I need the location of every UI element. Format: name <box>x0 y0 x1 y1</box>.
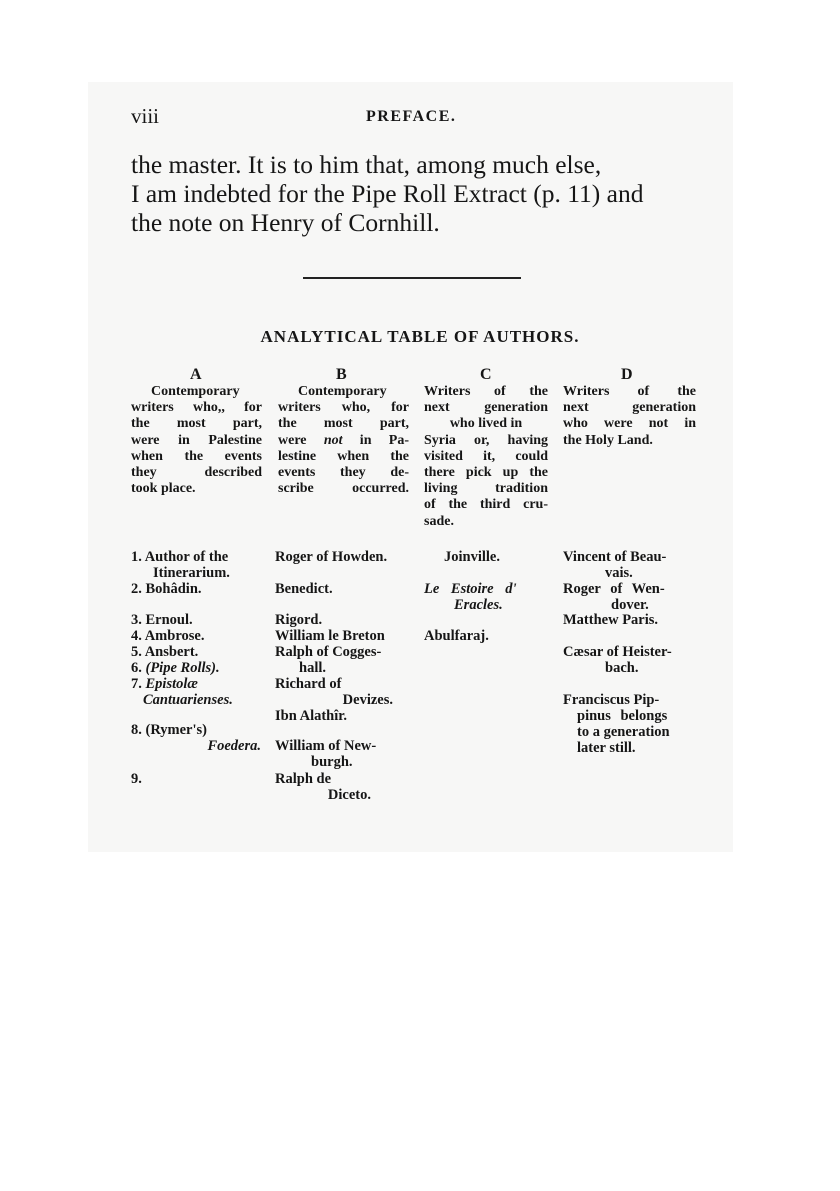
entry-text: bach. <box>605 660 639 676</box>
entry-text: William le Breton <box>275 628 385 644</box>
desc-line: the Holy Land. <box>563 432 653 448</box>
entry-text: burgh. <box>311 754 353 770</box>
entry-text: to a generation <box>577 724 670 740</box>
entry-text: Roger of Howden. <box>275 549 388 565</box>
author-entry-d2 <box>563 581 696 613</box>
column-letter-b: B <box>336 366 347 383</box>
column-d-description <box>563 384 696 449</box>
author-entry-b5 <box>275 644 405 676</box>
column-b-description <box>278 384 409 497</box>
author-entry-a4 <box>131 628 204 644</box>
entry-text: Foedera. <box>207 738 261 754</box>
entry-text: Diceto. <box>327 787 371 803</box>
author-entry-b4 <box>275 628 385 644</box>
author-entry-b1 <box>275 549 387 565</box>
entry-text: Ernoul. <box>145 612 193 628</box>
author-entry-d1 <box>563 549 696 581</box>
author-entry-a2 <box>131 581 202 597</box>
section-divider <box>303 277 521 279</box>
column-a-description <box>131 384 262 497</box>
desc-line: writers who, for <box>278 400 409 416</box>
desc-line: of the third cru- <box>424 497 548 513</box>
entry-text: Bohâdin. <box>145 581 202 597</box>
desc-line: Contemporary <box>298 384 387 399</box>
entry-text: Devizes. <box>342 692 393 708</box>
entry-number: 3. <box>131 612 142 628</box>
author-entry-c2 <box>424 581 546 613</box>
desc-line <box>278 433 409 449</box>
emphasis-text: not <box>323 432 343 448</box>
entry-text: Eracles. <box>454 597 503 613</box>
desc-line: who lived in <box>449 416 523 432</box>
entry-number: 2. <box>131 581 142 597</box>
author-entry-a3 <box>131 612 193 628</box>
entry-text: Franciscus Pip- <box>563 692 660 708</box>
entry-text: Ambrose. <box>144 628 205 644</box>
table-title: ANALYTICAL TABLE OF AUTHORS. <box>260 327 580 346</box>
author-entry-b6 <box>275 676 393 708</box>
entry-text: Epistolæ <box>145 676 198 692</box>
entry-text: William of New- <box>275 738 377 754</box>
column-letter-a: A <box>190 366 202 383</box>
entry-text: Ibn Alathîr. <box>275 708 347 724</box>
author-entry-b8 <box>275 738 405 770</box>
desc-line: who were not in <box>563 416 696 432</box>
author-entry-c1 <box>444 549 500 565</box>
column-letter-c: C <box>480 366 492 383</box>
entry-text: hall. <box>299 660 326 676</box>
entry-text: Ansbert. <box>144 644 199 660</box>
desc-line: they described <box>131 465 262 481</box>
page-number: viii <box>131 104 160 128</box>
desc-line: living tradition <box>424 481 548 497</box>
entry-text: later still. <box>577 740 636 756</box>
entry-text: Le Estoire d' <box>424 581 517 597</box>
entry-text: Roger of Wen- <box>563 581 665 597</box>
body-line: I am indebted for the Pipe Roll Extract (p. 11) and <box>131 179 644 208</box>
desc-line: writers who,, for <box>131 400 262 416</box>
desc-line: next generation <box>563 400 696 416</box>
entry-text: Ralph de <box>275 771 332 787</box>
author-entry-b9 <box>275 771 371 803</box>
entry-text: (Rymer's) <box>145 722 207 738</box>
entry-number: 5. <box>131 644 142 660</box>
entry-text: Matthew Paris. <box>563 612 659 628</box>
entry-text: Itinerarium. <box>153 565 230 581</box>
entry-number: 7. <box>131 676 142 692</box>
desc-line: the most part, <box>278 416 409 432</box>
desc-line: lestine when the <box>278 448 409 464</box>
desc-line: when the events <box>131 448 262 464</box>
desc-line: events they de- <box>278 465 409 481</box>
author-entry-b2 <box>275 581 333 597</box>
author-entry-a6 <box>131 660 220 676</box>
entry-number: 4. <box>131 628 142 644</box>
entry-text: (Pipe Rolls). <box>145 660 220 676</box>
desc-line: sade. <box>424 513 454 529</box>
entry-text: Cantuarienses. <box>143 692 233 708</box>
desc-line: scribe occurred. <box>278 481 409 497</box>
desc-line: took place. <box>131 481 196 497</box>
desc-line: there pick up the <box>424 465 548 481</box>
entry-number: 6. <box>131 660 142 676</box>
desc-line: Writers of the <box>563 384 696 399</box>
entry-text: Richard of <box>275 676 342 692</box>
entry-text: Benedict. <box>275 581 333 597</box>
desc-line: visited it, could <box>424 448 548 464</box>
author-entry-d3 <box>563 612 658 628</box>
desc-line: the most part, <box>131 416 262 432</box>
entry-text: Abulfaraj. <box>424 628 489 644</box>
author-entry-d5 <box>563 692 696 756</box>
body-paragraph <box>131 150 731 237</box>
body-line: the note on Henry of Cornhill. <box>131 208 440 237</box>
entry-text: dover. <box>611 597 649 613</box>
entry-text: vais. <box>605 565 633 581</box>
author-entry-d4 <box>563 644 696 676</box>
entry-text: pinus belongs <box>577 708 668 724</box>
author-entry-a7 <box>131 676 261 708</box>
entry-number: 9. <box>131 771 142 787</box>
desc-line: Contemporary <box>151 384 240 399</box>
author-entry-c3 <box>424 628 489 644</box>
author-entry-a1 <box>131 549 261 581</box>
body-line: the master. It is to him that, among much else, <box>131 150 602 179</box>
column-c-description <box>424 384 548 530</box>
desc-line: next generation <box>424 400 548 416</box>
entry-text: Joinville. <box>444 549 500 565</box>
desc-line-text: were not in Pa- <box>278 432 410 448</box>
entry-text: Author of the <box>144 549 229 565</box>
entry-text: Vincent of Beau- <box>563 549 667 565</box>
desc-line: Syria or, having <box>424 432 548 448</box>
author-entry-a8 <box>131 722 261 754</box>
entry-number: 1. <box>131 549 142 565</box>
author-entry-b3 <box>275 612 322 628</box>
column-letter-d: D <box>621 366 633 383</box>
desc-line: were in Palestine <box>131 432 262 448</box>
running-title: PREFACE. <box>366 108 457 125</box>
author-entry-b7 <box>275 708 347 724</box>
entry-number: 8. <box>131 722 142 738</box>
author-entry-a9 <box>131 771 142 787</box>
entry-text: Rigord. <box>275 612 323 628</box>
desc-line: Writers of the <box>424 384 548 399</box>
author-entry-a5 <box>131 644 198 660</box>
entry-text: Ralph of Cogges- <box>275 644 382 660</box>
entry-text: Cæsar of Heister- <box>563 644 672 660</box>
